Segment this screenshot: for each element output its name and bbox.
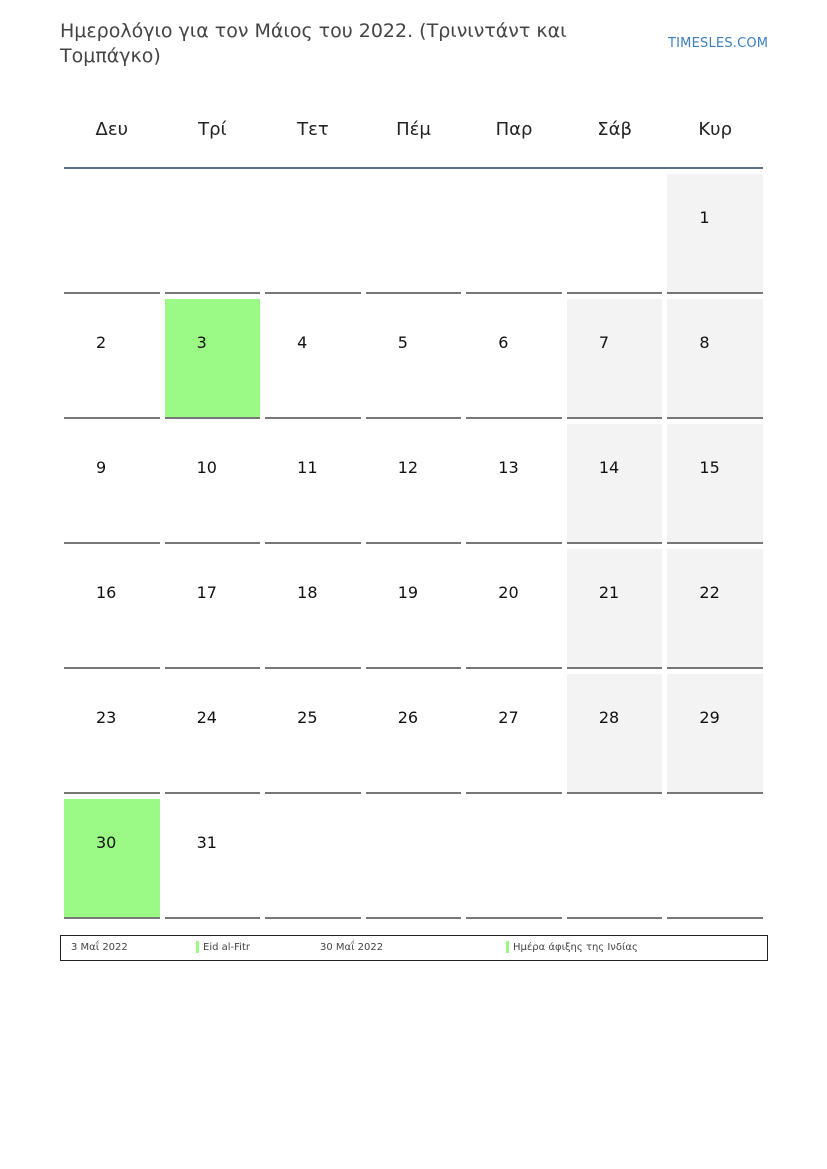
day-cell-9[interactable] — [64, 424, 160, 544]
day-cell-7[interactable] — [567, 299, 663, 419]
legend-color-1 — [196, 941, 199, 953]
day-number: 15 — [699, 458, 720, 477]
day-cell-5[interactable] — [366, 299, 462, 419]
day-number: 28 — [598, 708, 620, 727]
weekday-mon: Δευ — [95, 119, 129, 140]
legend-date-2: 30 Μαΐ 2022 — [320, 942, 384, 953]
empty-day-cell — [265, 174, 361, 294]
legend-name-1: Eid al-Fitr — [203, 942, 250, 953]
day-number: 2 — [96, 333, 107, 352]
day-cell-6[interactable] — [466, 299, 562, 419]
day-cell-25[interactable] — [265, 674, 361, 794]
legend-name-2: Ημέρα άφιξης της Ινδίας — [513, 942, 638, 953]
day-number: 22 — [699, 583, 720, 602]
empty-day-cell — [667, 799, 763, 919]
day-number: 13 — [498, 458, 519, 477]
day-number: 17 — [196, 583, 217, 602]
day-number: 24 — [196, 708, 217, 727]
weekday-tue: Τρί — [198, 119, 227, 140]
day-cell-26[interactable] — [366, 674, 462, 794]
day-number: 8 — [699, 333, 710, 352]
day-number: 12 — [397, 458, 419, 477]
empty-day-cell — [366, 174, 462, 294]
day-number: 6 — [498, 333, 509, 352]
empty-day-cell — [265, 799, 361, 919]
weekday-wed: Τετ — [297, 119, 329, 140]
day-cell-18[interactable] — [265, 549, 361, 669]
weekday-thu: Πέμ — [396, 119, 431, 140]
day-cell-12[interactable] — [366, 424, 462, 544]
day-number: 31 — [196, 833, 217, 852]
day-cell-21[interactable] — [567, 549, 663, 669]
header-divider — [64, 167, 763, 169]
weekday-sun: Κυρ — [698, 119, 733, 140]
day-number: 27 — [498, 708, 519, 727]
day-cell-13[interactable] — [466, 424, 562, 544]
day-cell-14[interactable] — [567, 424, 663, 544]
calendar — [64, 108, 763, 852]
day-cell-30[interactable] — [64, 799, 160, 919]
day-cell-1[interactable] — [667, 174, 763, 294]
day-number: 11 — [297, 458, 318, 477]
day-number: 5 — [397, 333, 408, 352]
day-number: 29 — [699, 708, 720, 727]
day-cell-8[interactable] — [667, 299, 763, 419]
day-cell-23[interactable] — [64, 674, 160, 794]
day-cell-16[interactable] — [64, 549, 160, 669]
weekday-sat: Σάβ — [597, 119, 632, 140]
empty-day-cell — [366, 799, 462, 919]
empty-day-cell — [567, 174, 663, 294]
day-cell-11[interactable] — [265, 424, 361, 544]
empty-day-cell — [165, 174, 261, 294]
day-cell-28[interactable] — [567, 674, 663, 794]
day-number: 23 — [96, 708, 117, 727]
day-cell-15[interactable] — [667, 424, 763, 544]
day-number: 30 — [96, 833, 117, 852]
legend-date-1: 3 Μαΐ 2022 — [71, 942, 128, 953]
day-number: 21 — [598, 583, 620, 602]
day-number: 16 — [96, 583, 117, 602]
page-title: Ημερολόγιο για τον Μάιος του 2022. (Τρινιντάντ και Τομπάγκο) — [60, 20, 567, 67]
day-number: 1 — [699, 208, 710, 227]
day-grid — [64, 174, 763, 919]
day-cell-3[interactable] — [165, 299, 261, 419]
empty-day-cell — [567, 799, 663, 919]
empty-day-cell — [466, 799, 562, 919]
brand-link[interactable]: TIMESLES.COM — [668, 36, 769, 51]
day-number: 19 — [397, 583, 419, 602]
day-cell-29[interactable] — [667, 674, 763, 794]
day-number: 3 — [196, 333, 207, 352]
empty-day-cell — [466, 174, 562, 294]
day-cell-17[interactable] — [165, 549, 261, 669]
day-number: 25 — [297, 708, 318, 727]
day-number: 18 — [297, 583, 318, 602]
day-cell-10[interactable] — [165, 424, 261, 544]
day-number: 20 — [498, 583, 519, 602]
day-number: 10 — [196, 458, 217, 477]
weekday-header — [64, 108, 763, 152]
day-number: 14 — [598, 458, 620, 477]
empty-day-cell — [64, 174, 160, 294]
day-cell-4[interactable] — [265, 299, 361, 419]
day-cell-20[interactable] — [466, 549, 562, 669]
day-cell-24[interactable] — [165, 674, 261, 794]
day-cell-19[interactable] — [366, 549, 462, 669]
day-cell-2[interactable] — [64, 299, 160, 419]
day-number: 26 — [397, 708, 419, 727]
day-number: 4 — [297, 333, 308, 352]
day-cell-31[interactable] — [165, 799, 261, 919]
legend-color-2 — [506, 941, 509, 953]
day-cell-22[interactable] — [667, 549, 763, 669]
day-number: 7 — [598, 333, 610, 352]
day-number: 9 — [96, 458, 107, 477]
holiday-legend — [60, 935, 768, 961]
weekday-fri: Παρ — [495, 119, 533, 140]
day-cell-27[interactable] — [466, 674, 562, 794]
